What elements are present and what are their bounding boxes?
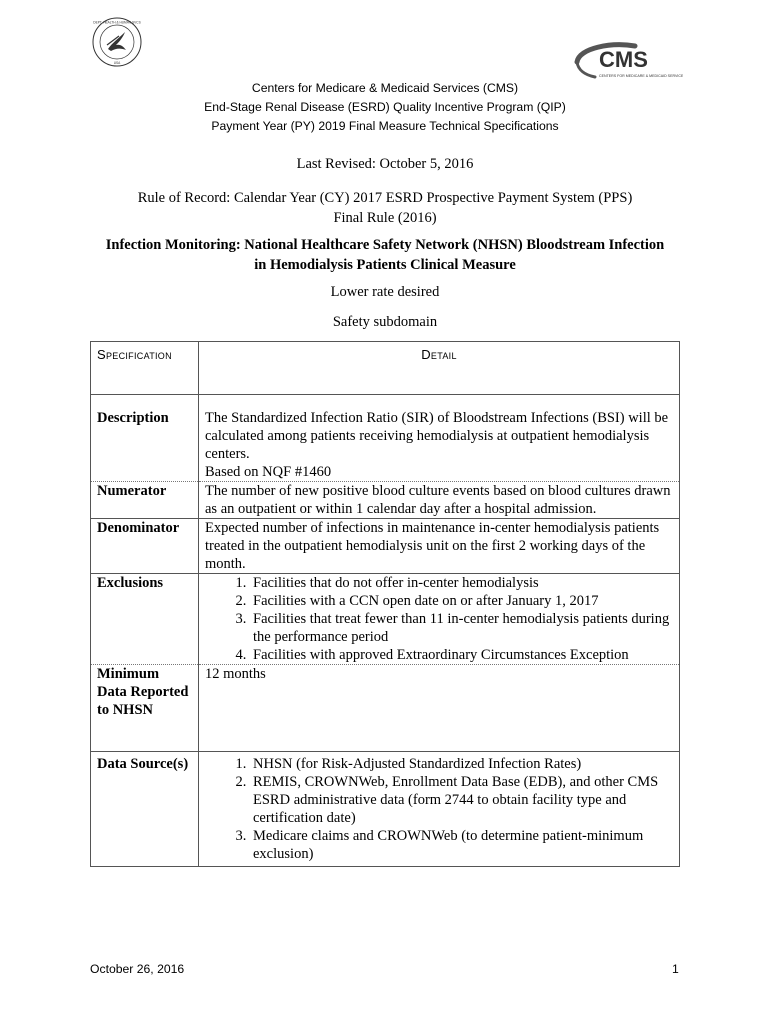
header-line-2: End-Stage Renal Disease (ESRD) Quality Incentive Program (QIP) bbox=[204, 100, 566, 114]
list-item: 1. Facilities that do not offer in-center hemodialysis bbox=[250, 574, 673, 592]
rule-of-record-line-2: Final Rule (2016) bbox=[333, 210, 437, 226]
exclusions-label: Exclusions bbox=[91, 574, 199, 665]
description-nqf: Based on NQF #1460 bbox=[205, 464, 332, 480]
rate-direction: Lower rate desired bbox=[330, 284, 440, 300]
rule-of-record-line-1: Rule of Record: Calendar Year (CY) 2017 ESRD Prospective Payment System (PPS) bbox=[137, 190, 633, 206]
specification-table bbox=[90, 341, 680, 867]
list-item: 4. Facilities with approved Extraordinary Circumstances Exception bbox=[250, 646, 673, 664]
cms-logo bbox=[571, 40, 683, 82]
table-row-exclusions bbox=[91, 574, 680, 665]
description-label: Description bbox=[91, 395, 199, 482]
footer-date: October 26, 2016 bbox=[90, 962, 185, 976]
table-row-data-sources bbox=[91, 752, 680, 867]
table-row-description bbox=[91, 395, 680, 482]
hhs-seal-logo bbox=[92, 17, 142, 67]
data-sources-label: Data Source(s) bbox=[91, 752, 199, 867]
list-item: 2. Facilities with a CCN open date on or after January 1, 2017 bbox=[250, 592, 673, 610]
denominator-text: Expected number of infections in maintenance in-center hemodialysis patients treated in the outpatient hemodialysis unit on the first 2 working days of the month. bbox=[199, 519, 680, 574]
header-detail: Detail bbox=[199, 342, 680, 395]
list-item: 2. REMIS, CROWNWeb, Enrollment Data Base (EDB), and other CMS ESRD administrative data (form 2744 to obtain facility type and certification date) bbox=[250, 773, 673, 827]
minimum-data-label: Minimum Data Reported to NHSN bbox=[91, 665, 199, 752]
table-row-numerator bbox=[91, 482, 680, 519]
svg-text:DEPT. HEALTH & HUMAN SVCS: DEPT. HEALTH & HUMAN SVCS bbox=[93, 20, 141, 25]
header-line-1: Centers for Medicare & Medicaid Services (CMS) bbox=[251, 81, 519, 95]
subdomain: Safety subdomain bbox=[332, 314, 438, 330]
cms-tagline: CENTERS FOR MEDICARE & MEDICAID SERVICES bbox=[599, 74, 683, 78]
list-item: 1. NHSN (for Risk-Adjusted Standardized Infection Rates) bbox=[250, 755, 673, 773]
rule-of-record bbox=[0, 188, 770, 228]
table-row-minimum-data bbox=[91, 665, 680, 752]
exclusions-list bbox=[205, 574, 673, 664]
table-row-denominator bbox=[91, 519, 680, 574]
numerator-label: Numerator bbox=[91, 482, 199, 519]
svg-text:USA: USA bbox=[113, 61, 121, 65]
minimum-data-text: 12 months bbox=[199, 665, 680, 752]
measure-title-line-1: Infection Monitoring: National Healthcare Safety Network (NHSN) Bloodstream Infection bbox=[105, 237, 665, 253]
last-revised: Last Revised: October 5, 2016 bbox=[296, 156, 474, 172]
data-sources-cell bbox=[199, 752, 680, 867]
description-cell bbox=[199, 395, 680, 482]
list-item: 3. Facilities that treat fewer than 11 in-center hemodialysis patients during the performance period bbox=[250, 610, 673, 646]
denominator-label: Denominator bbox=[91, 519, 199, 574]
page-number: 1 bbox=[672, 962, 679, 976]
header-line-3: Payment Year (PY) 2019 Final Measure Technical Specifications bbox=[211, 119, 559, 133]
cms-wordmark: CMS bbox=[599, 47, 648, 72]
numerator-text: The number of new positive blood culture events based on blood cultures drawn as an outpatient or within 1 calendar day after a hospital admission. bbox=[199, 482, 680, 519]
list-item: 3. Medicare claims and CROWNWeb (to determine patient-minimum exclusion) bbox=[250, 827, 673, 863]
description-text: The Standardized Infection Ratio (SIR) of Bloodstream Infections (BSI) will be calculated among patients receiving hemodialysis at outpatient hemodialysis centers. bbox=[205, 410, 669, 462]
table-header-row bbox=[91, 342, 680, 395]
measure-title bbox=[60, 235, 710, 275]
measure-title-line-2: in Hemodialysis Patients Clinical Measure bbox=[254, 257, 516, 273]
header-specification: Specification bbox=[91, 342, 199, 395]
document-header bbox=[0, 79, 770, 136]
data-sources-list bbox=[205, 755, 673, 863]
exclusions-cell bbox=[199, 574, 680, 665]
